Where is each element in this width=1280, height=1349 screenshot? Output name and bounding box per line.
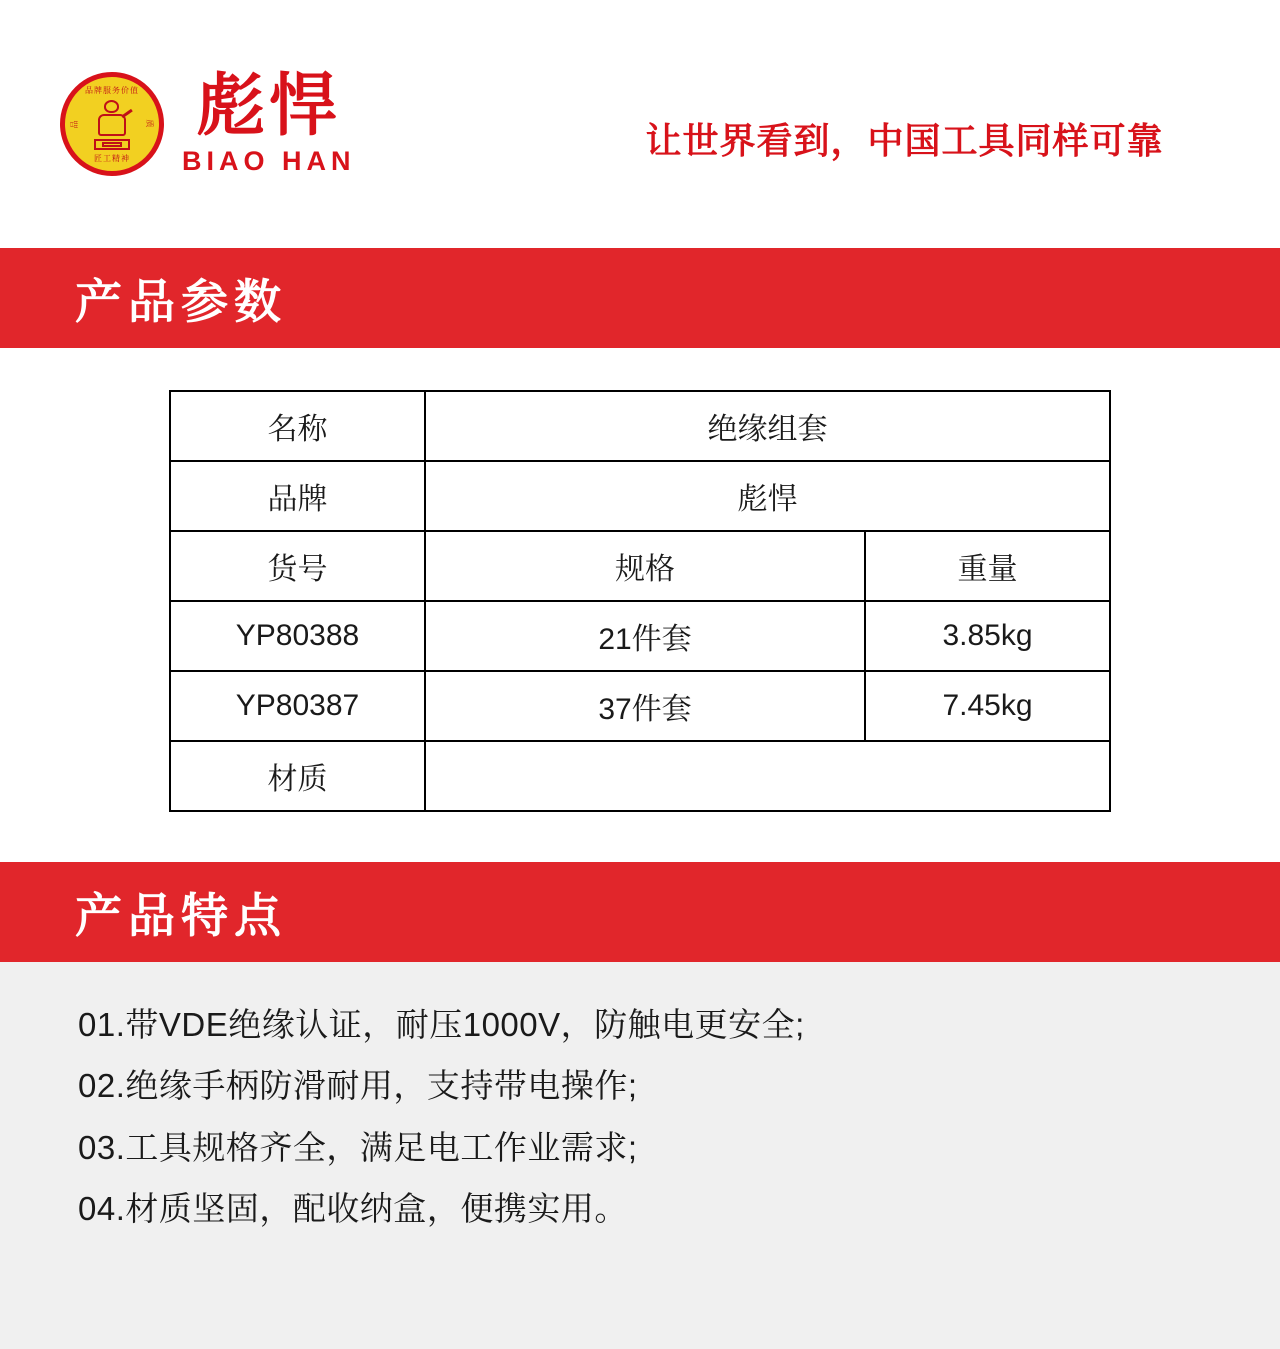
- spec-col-weight: 重量: [865, 531, 1110, 601]
- feature-item: 04.材质坚固，配收纳盒，便携实用。: [78, 1190, 628, 1228]
- spec-brand-label: 品牌: [170, 461, 425, 531]
- spec-material-label: 材质: [170, 741, 425, 811]
- feature-item: 03.工具规格齐全，满足电工作业需求;: [78, 1128, 638, 1166]
- table-header-row: [170, 531, 1110, 601]
- product-params-block: [0, 348, 1280, 862]
- emblem-ring-top: 品牌服务价值: [85, 86, 139, 95]
- table-row: [170, 461, 1110, 531]
- section-title-features: 产品特点: [75, 888, 287, 942]
- spec-brand-value: 彪悍: [425, 461, 1110, 531]
- emblem-ring-left: 品: [70, 119, 79, 129]
- section-title-params: 产品参数: [75, 274, 287, 328]
- spec-name-value: 绝缘组套: [425, 391, 1110, 461]
- spec-col-code: 货号: [170, 531, 425, 601]
- brand-emblem-icon: [60, 72, 164, 176]
- section-bar-features: [0, 862, 1280, 962]
- figure-base-inner: [102, 142, 122, 147]
- spec-spec: 37件套: [425, 671, 865, 741]
- brand-name-en: BIAO HAN: [182, 145, 356, 176]
- spec-weight: 3.85kg: [865, 601, 1110, 671]
- brand-name-cn: 彪悍: [196, 67, 341, 144]
- table-row: [170, 601, 1110, 671]
- spec-code: YP80387: [170, 671, 425, 741]
- table-row: [170, 391, 1110, 461]
- feature-item: 01.带VDE绝缘认证，耐压1000V，防触电更安全;: [78, 1006, 805, 1043]
- brand-lockup: [60, 67, 356, 177]
- spec-col-spec: 规格: [425, 531, 865, 601]
- craftsman-figure-icon: [90, 98, 134, 150]
- section-bar-params: [0, 248, 1280, 348]
- table-row: [170, 741, 1110, 811]
- spec-spec: 21件套: [425, 601, 865, 671]
- table-row: [170, 671, 1110, 741]
- figure-body: [98, 114, 126, 136]
- spec-material-value: [425, 741, 1110, 811]
- product-features-list: [0, 962, 1280, 1236]
- spec-name-label: 名称: [170, 391, 425, 461]
- spec-code: YP80388: [170, 601, 425, 671]
- feature-item: 02.绝缘手柄防滑耐用，支持带电操作;: [78, 1067, 638, 1105]
- brand-wordmark: [182, 67, 356, 177]
- spec-weight: 7.45kg: [865, 671, 1110, 741]
- spec-table: [169, 390, 1111, 812]
- emblem-ring-right: 质: [145, 119, 154, 129]
- header-slogan: 让世界看到，中国工具同样可靠: [645, 119, 1164, 161]
- figure-head: [104, 100, 119, 113]
- emblem-ring-bottom: 匠工精神: [94, 154, 130, 163]
- page-header: [0, 0, 1280, 248]
